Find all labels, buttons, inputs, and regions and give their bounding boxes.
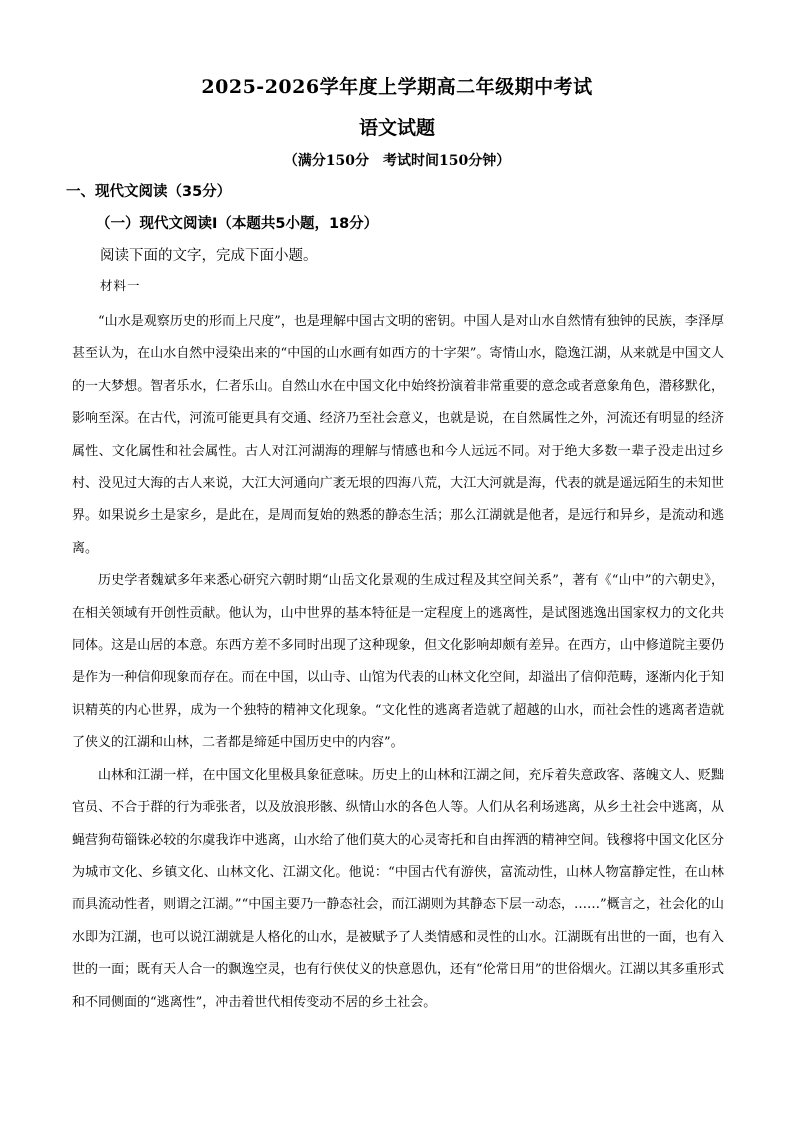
passage-paragraph-2: 历史学者魏斌多年来悉心研究六朝时期“山岳文化景观的生成过程及其空间关系”，著有《“山中”的六朝史》，在相关领域有开创性贡献。他认为，山中世界的基本特征是一定程度上的逃离性，是试图逃逸出国家权力的文化共同体。这是山居的本意。东西方差不多同时出现了这种现象，但文化影响却颇有差异。在西方，山中修道院主要仍是作为一种信仰现象而存在。而在中国，以山寺、山馆为代表的山林文化空间，却溢出了信仰范畴，逐渐内化于知识精英的内心世界，成为一个独特的精神文化现象。“文化性的逃离者造就了超越的山水，而社会性的逃离者造就了侠义的江湖和山林，二者都是缔延中国历史中的内容”。 — [72, 573, 724, 751]
exam-subject: 语文试题 — [358, 117, 435, 139]
subsection-heading: （一）现代文阅读Ⅰ（本题共5小题，18分） — [96, 216, 379, 232]
passage-paragraph-1: “山水是观察历史的形而上尺度”，也是理解中国古文明的密钥。中国人是对山水自然情有独钟的民族，李泽厚甚至认为，在山水自然中浸染出来的“中国的山水画有如西方的十字架”。寄情山水，隐逸江湖，从来就是中国文人的一大梦想。智者乐水，仁者乐山。自然山水在中国文化中始终扮演着非常重要的意念或者意象角色，潜移默化，影响至深。在古代，河流可能更具有交通、经济乃至社会意义，也就是说，在自然属性之外，河流还有明显的经济属性、文化属性和社会属性。古人对江河湖海的理解与情感也和今人远远不同。对于绝大多数一辈子没走出过乡村、没见过大海的古人来说，大江大河通向广袤无垠的四海八荒，大江大河就是海，代表的就是遥远陌生的未知世界。如果说乡土是家乡，是此在，是周而复始的熟悉的静态生活；那么江湖就是他者，是远行和异乡，是流动和逃离。 — [72, 314, 724, 556]
material-label: 材料一 — [100, 278, 141, 293]
section-heading: 一、现代文阅读（35分） — [66, 184, 232, 200]
passage-paragraph-3: 山林和江湖一样，在中国文化里极具象征意味。历史上的山林和江湖之间，充斥着失意政客、落魄文人、贬黜官员、不合于群的行为乖张者，以及放浪形骸、纵情山水的各色人等。人们从名利场逃离，从乡土社会中逃离，从蝇营狗苟锱铢必较的尔虞我诈中逃离，山水给了他们莫大的心灵寄托和自由挥洒的精神空间。钱穆将中国文化区分为城市文化、乡镇文化、山林文化、江湖文化。他说：“中国古代有游侠，富流动性，山林人物富静定性，在山林而具流动性者，则谓之江湖。”“中国主要乃一静态社会，而江湖则为其静态下层一动态，……”概言之，社会化的山水即为江湖，也可以说江湖就是人格化的山水，是被赋予了人类情感和灵性的山水。江湖既有出世的一面，也有入世的一面；既有天人合一的飘逸空灵，也有行侠仗义的快意恩仇，还有“伦常日用”的世俗烟火。江湖以其多重形式和不同侧面的“逃离性”，冲击着世代相传变动不居的乡土社会。 — [72, 767, 724, 1010]
exam-meta: （满分150分 考试时间150分钟） — [283, 153, 511, 169]
exam-title: 2025-2026学年度上学期高二年级期中考试 — [201, 76, 593, 98]
reading-passage — [72, 306, 724, 1019]
reading-instruction: 阅读下面的文字，完成下面小题。 — [100, 248, 318, 264]
